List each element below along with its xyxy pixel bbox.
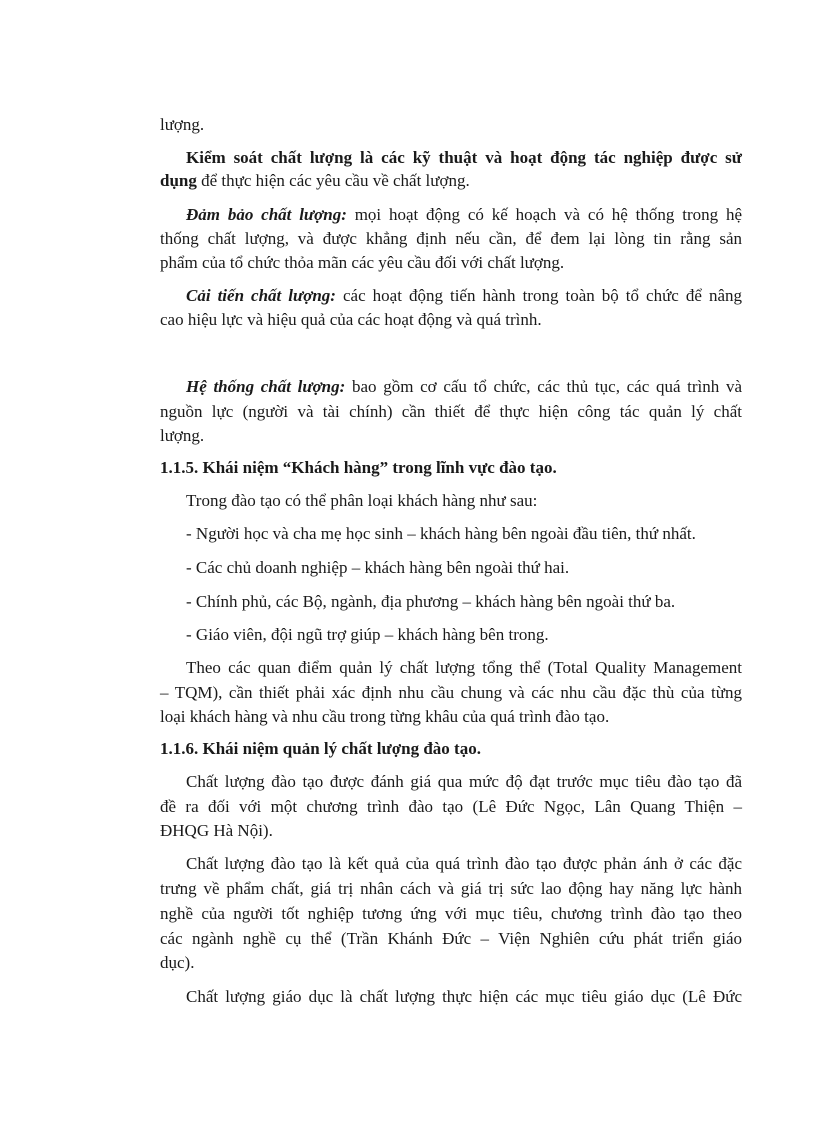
text-line: – TQM), cần thiết phải xác định nhu cầu chung và các nhu cầu đặc thù của từng bbox=[160, 683, 742, 702]
text-line: Chất lượng giáo dục là chất lượng thực hiện các mục tiêu giáo dục (Lê Đức bbox=[186, 987, 742, 1006]
text-line: ĐHQG Hà Nội). bbox=[160, 821, 273, 840]
term-bold-italic: Cải tiến chất lượng: bbox=[186, 286, 336, 305]
list-item: - Chính phủ, các Bộ, ngành, địa phương – khách hàng bên ngoài thứ ba. bbox=[186, 592, 676, 611]
text-line bbox=[160, 170, 742, 192]
text-line: nghề của người tốt nghiệp tương ứng với mục tiêu, chương trình đào tạo theo bbox=[160, 904, 742, 923]
text-line: dục). bbox=[160, 953, 195, 972]
text-line bbox=[186, 147, 742, 169]
text-line: cao hiệu lực và hiệu quả của các hoạt động và quá trình. bbox=[160, 310, 542, 329]
text-span: mọi hoạt động có kế hoạch và có hệ thống trong hệ bbox=[346, 205, 742, 224]
term-bold: dụng bbox=[160, 171, 197, 190]
section-heading: 1.1.5. Khái niệm “Khách hàng” trong lĩnh vực đào tạo. bbox=[160, 458, 557, 477]
text-line: phẩm của tổ chức thỏa mãn các yêu cầu đối với chất lượng. bbox=[160, 253, 565, 272]
list-item: - Người học và cha mẹ học sinh – khách hàng bên ngoài đầu tiên, thứ nhất. bbox=[186, 524, 696, 543]
text-line: lượng. bbox=[160, 426, 205, 445]
text-line bbox=[186, 204, 742, 226]
text-line: thống chất lượng, và được khẳng định nếu cần, để đem lại lòng tin rằng sản bbox=[160, 229, 742, 248]
text-line: loại khách hàng và nhu cầu trong từng khâu của quá trình đào tạo. bbox=[160, 707, 610, 726]
section-heading: 1.1.6. Khái niệm quản lý chất lượng đào tạo. bbox=[160, 739, 481, 758]
text-line: Chất lượng đào tạo được đánh giá qua mức độ đạt trước mục tiêu đào tạo đã bbox=[186, 772, 742, 791]
text-span: bao gồm cơ cấu tổ chức, các thủ tục, các quá trình và bbox=[345, 377, 742, 396]
text-line: trưng về phẩm chất, giá trị nhân cách và giá trị sức lao động hay năng lực hành bbox=[160, 879, 742, 898]
term-bold: Kiểm soát chất lượng là các kỹ thuật và hoạt động tác nghiệp được sử bbox=[186, 148, 742, 167]
text-line: lượng. bbox=[160, 115, 205, 134]
list-item: - Các chủ doanh nghiệp – khách hàng bên ngoài thứ hai. bbox=[186, 558, 570, 577]
text-line: đề ra đối với một chương trình đào tạo (Lê Đức Ngọc, Lân Quang Thiện – bbox=[160, 797, 742, 816]
text-line: Theo các quan điểm quản lý chất lượng tổng thể (Total Quality Management bbox=[186, 658, 742, 677]
text-line: Trong đào tạo có thể phân loại khách hàng như sau: bbox=[186, 491, 538, 510]
term-bold-italic: Đảm bảo chất lượng: bbox=[186, 205, 347, 224]
text-line: Chất lượng đào tạo là kết quả của quá trình đào tạo được phản ánh ở các đặc bbox=[186, 854, 742, 873]
list-item: - Giáo viên, đội ngũ trợ giúp – khách hàng bên trong. bbox=[186, 625, 549, 644]
text-line: nguồn lực (người và tài chính) cần thiết để thực hiện công tác quản lý chất bbox=[160, 402, 742, 421]
text-line: các ngành nghề cụ thể (Trần Khánh Đức – Viện Nghiên cứu phát triển giáo bbox=[160, 929, 742, 948]
text-line bbox=[186, 376, 742, 398]
term-bold-italic: Hệ thống chất lượng: bbox=[186, 377, 346, 396]
text-span: để thực hiện các yêu cầu về chất lượng. bbox=[196, 171, 470, 190]
text-span: các hoạt động tiến hành trong toàn bộ tổ chức để nâng bbox=[335, 286, 742, 305]
text-line bbox=[186, 285, 742, 307]
